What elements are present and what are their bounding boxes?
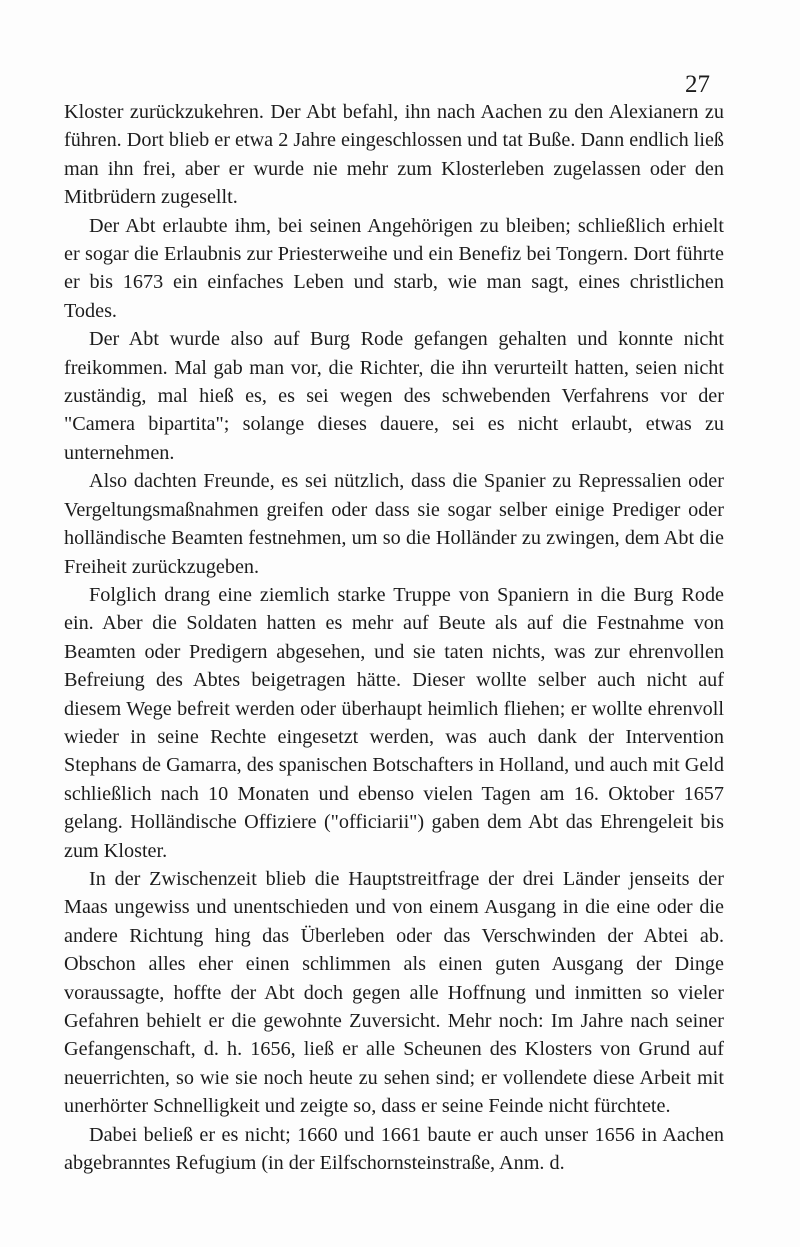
body-text [64,98,724,1177]
paragraph: Der Abt erlaubte ihm, bei seinen Angehörigen zu bleiben; schließlich erhielt er sogar die Erlaubnis zur Priesterweihe und ein Benefiz bei Tongern. Dort führte er bis 1673 ein einfaches Leben und starb, wie man sagt, eines christlichen Todes. [64,214,724,322]
paragraph-continuation: Kloster zurückzukehren. Der Abt befahl, ihn nach Aachen zu den Alexianern zu führen. Dort blieb er etwa 2 Jahre eingeschlossen und tat Buße. Dann endlich ließ man ihn frei, aber er wurde nie mehr zum Klosterleben zugelassen oder den Mitbrüdern zugesellt. [64,101,724,209]
paragraph: Folglich drang eine ziemlich starke Truppe von Spaniern in die Burg Rode ein. Aber die Soldaten hatten es mehr auf Beute als auf die Festnahme von Beamten oder Predigern abgesehen, und sie taten nichts, was zur ehrenvollen Befreiung des Abtes beigetragen hätte. Dieser wollte selber auch nicht auf diesem Wege befreit werden oder überhaupt heimlich fliehen; er wollte ehrenvoll wieder in seine Rechte eingesetzt werden, was auch dank der Intervention Stephans de Gamarra, des spanischen Botschafters in Holland, und auch mit Geld schließlich nach 10 Monaten und ebenso vielen Tagen am 16. Oktober 1657 gelang. Holländische Offiziere ("officiarii") gaben dem Abt das Ehrengeleit bis zum Kloster. [64,583,724,862]
paragraph: Also dachten Freunde, es sei nützlich, dass die Spanier zu Repressalien oder Vergeltungsmaßnahmen greifen oder dass sie sogar selber einige Prediger oder holländische Beamten festnehmen, um so die Holländer zu zwingen, dem Abt die Freiheit zurückzugeben. [64,470,724,578]
page-number: 27 [685,71,710,98]
paragraph: Dabei beließ er es nicht; 1660 und 1661 baute er auch unser 1656 in Aachen abgebranntes Refugium (in der Eilfschornsteinstraße, Anm. d. [64,1123,724,1175]
paragraph: In der Zwischenzeit blieb die Hauptstreitfrage der drei Länder jenseits der Maas ungewiss und unentschieden und von einem Ausgang in die eine oder die andere Richtung hing das Überleben oder das Verschwinden der Abtei ab. Obschon alles eher einen schlimmen als einen guten Ausgang der Dinge voraussagte, hoffte der Abt doch gegen alle Hoffnung und inmitten so vieler Gefahren behielt er die gewohnte Zuversicht. Mehr noch: Im Jahre nach seiner Gefangenschaft, d. h. 1656, ließ er alle Scheunen des Klosters von Grund auf neuerrichten, so wie sie noch heute zu sehen sind; er vollendete diese Arbeit mit unerhörter Schnelligkeit und zeigte so, dass er seine Feinde nicht fürchtete. [64,867,724,1118]
paragraph: Der Abt wurde also auf Burg Rode gefangen gehalten und konnte nicht freikommen. Mal gab man vor, die Richter, die ihn verurteilt hatten, seien nicht zuständig, mal hieß es, es sei wegen des schwebenden Verfahrens vor der "Camera bipartita"; solange dieses dauere, sei es nicht erlaubt, etwas zu unternehmen. [64,328,724,464]
